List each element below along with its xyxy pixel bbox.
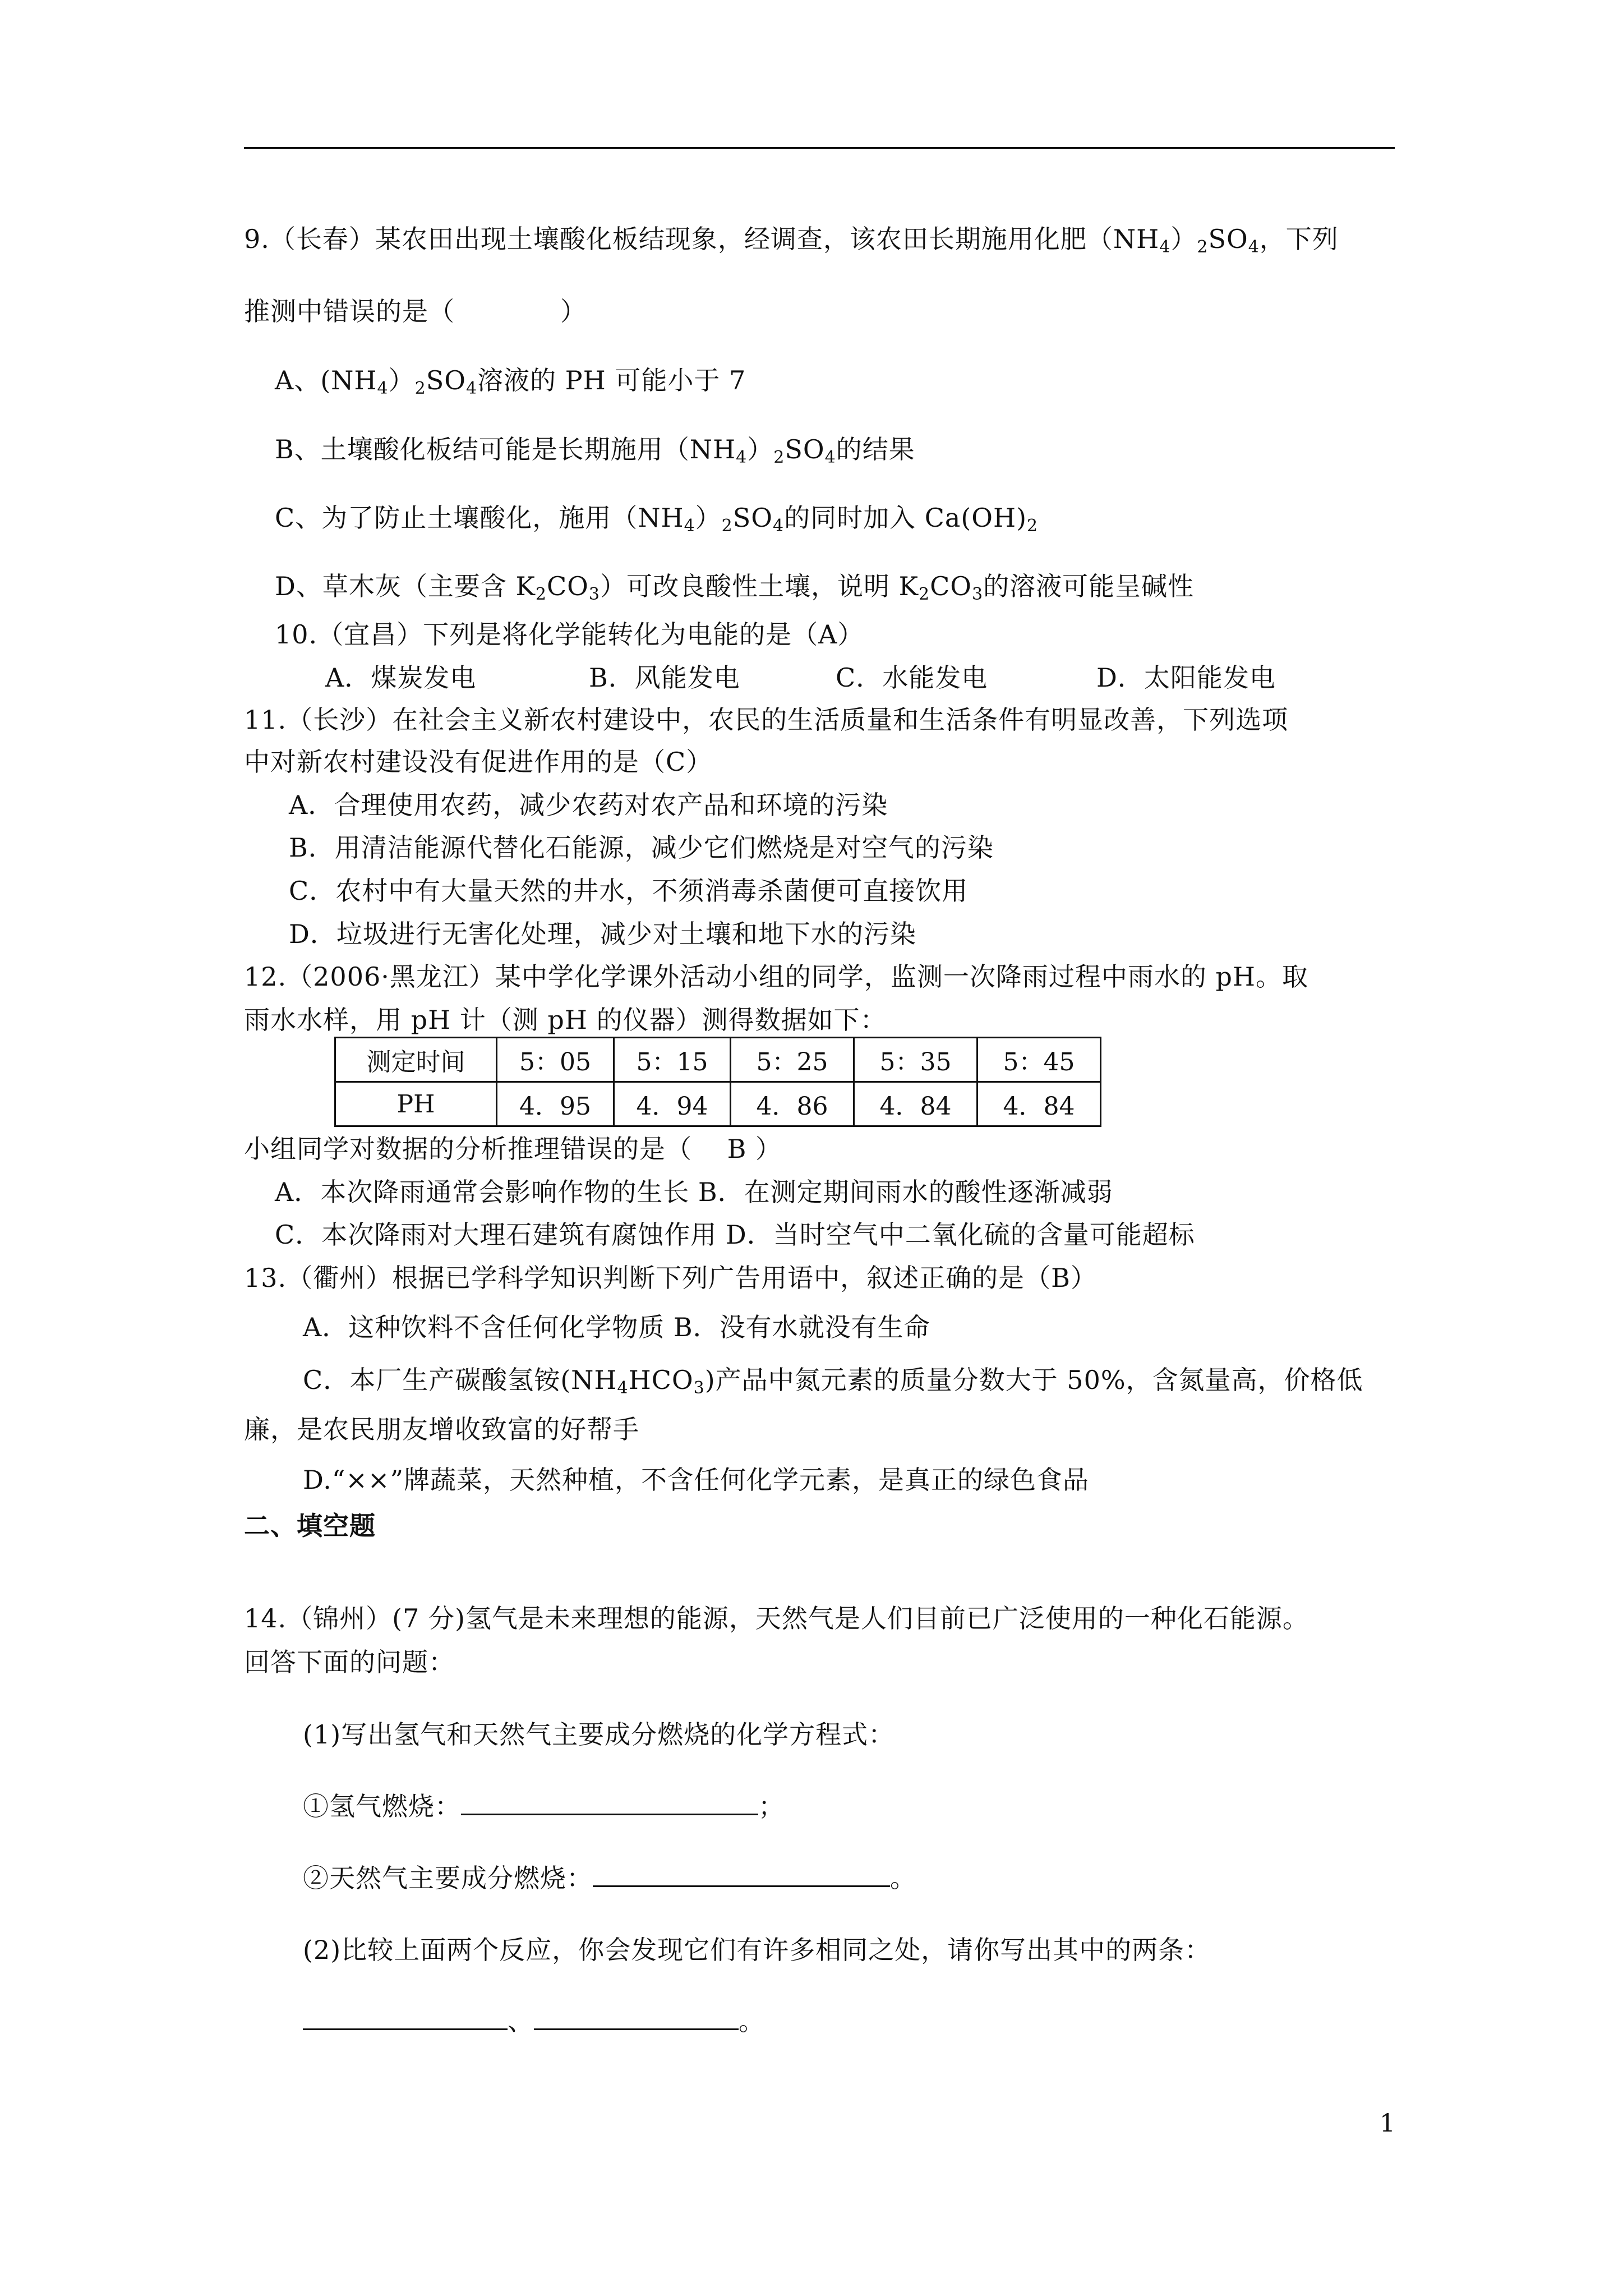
q10-option-d: D．太阳能发电 [1096,662,1276,693]
q14-line2: 回答下面的问题： [244,1647,455,1677]
q9-option-c: C、为了防止土壤酸化，施用$(NH_4)_2SO_4$的同时加入 $Ca(OH)_2$ [275,503,1039,536]
table-cell: 5：35 [854,1038,978,1082]
answer-blank[interactable] [461,1791,758,1815]
q14-similarities: 、 。 [303,2005,765,2037]
q9-option-a: A、$(NH_4)_2SO_4$溶液的 PH 可能小于 7 [275,365,746,398]
q14-ch4-equation: ②天然气主要成分燃烧： 。 [303,1863,916,1893]
table-cell: 5：25 [731,1038,854,1082]
q11-option-c: C．农村中有大量天然的井水，不须消毒杀菌便可直接饮用 [289,876,969,906]
table-cell: 测定时间 [335,1038,497,1082]
answer-blank[interactable] [593,1863,890,1887]
table-cell: 4．94 [614,1082,731,1126]
q11-option-b: B．用清洁能源代替化石能源，减少它们燃烧是对空气的污染 [289,832,994,863]
q12-line1: 12.（2006·黑龙江）某中学化学课外活动小组的同学，监测一次降雨过程中雨水的 pH。取 [244,961,1309,992]
q9-option-b: B、土壤酸化板结可能是长期施用$(NH_4)_2SO_4$的结果 [275,434,915,467]
ph-data-table [334,1037,1101,1127]
header-rule [244,147,1395,149]
q10-option-a: A．煤炭发电 [325,662,477,693]
q12-line3: 小组同学对数据的分析推理错误的是（ B ） [244,1134,782,1164]
table-cell: 4．84 [978,1082,1101,1126]
table-cell: 5：15 [614,1038,731,1082]
table-cell: 4．84 [854,1082,978,1126]
q10-option-b: B．风能发电 [589,662,740,693]
q12-line2: 雨水水样，用 pH 计（测 pH 的仪器）测得数据如下： [244,1005,887,1035]
q12-options-ab: A．本次降雨通常会影响作物的生长 B．在测定期间雨水的酸性逐渐减弱 [275,1177,1113,1207]
q10-option-c: C．水能发电 [836,662,988,693]
q13-options-ab: A．这种饮料不含任何化学物质 B．没有水就没有生命 [303,1312,930,1342]
q13-option-c-line1: C．本厂生产碳酸氢铵$(NH_4HCO_3)$产品中氮元素的质量分数大于 50%，含氮量高，价格低 [303,1365,1363,1398]
table-cell: 4．95 [497,1082,614,1126]
answer-blank[interactable] [303,2006,508,2030]
q13-option-c-line2: 廉，是农民朋友增收致富的好帮手 [244,1414,639,1444]
q11-option-d: D．垃圾进行无害化处理，减少对土壤和地下水的污染 [289,919,916,949]
q13-option-d: D.“××”牌蔬菜，天然种植，不含任何化学元素，是真正的绿色食品 [303,1465,1089,1495]
table-cell: 4．86 [731,1082,854,1126]
table-cell: PH [335,1082,497,1126]
q14-part1: (1)写出氢气和天然气主要成分燃烧的化学方程式： [303,1719,895,1750]
q14-line1: 14.（锦州）(7 分)氢气是未来理想的能源，天然气是人们目前已广泛使用的一种化石能源。 [244,1603,1309,1634]
q14-h2-equation: ①氢气燃烧： ； [303,1791,785,1821]
page-number: 1 [1380,2109,1395,2138]
q9-line2: 推测中错误的是（ ） [244,296,587,326]
table-row [335,1038,1101,1082]
section-heading: 二、填空题 [244,1511,376,1541]
q14-part2: (2)比较上面两个反应，你会发现它们有许多相同之处，请你写出其中的两条： [303,1935,1211,1965]
answer-blank[interactable] [534,2006,739,2030]
table-cell: 5：05 [497,1038,614,1082]
table-cell: 5：45 [978,1038,1101,1082]
q9-line1: 9.（长春）某农田出现土壤酸化板结现象，经调查，该农田长期施用化肥$(NH_4)_2SO_4$，下列 [244,224,1339,257]
q11-line2: 中对新农村建设没有促进作用的是（C） [244,747,713,777]
q11-line1: 11.（长沙）在社会主义新农村建设中，农民的生活质量和生活条件有明显改善，下列选项 [244,705,1289,735]
q12-options-cd: C．本次降雨对大理石建筑有腐蚀作用 D．当时空气中二氧化硫的含量可能超标 [275,1220,1195,1250]
q10-line1: 10.（宜昌）下列是将化学能转化为电能的是（A） [275,619,864,650]
q13-line1: 13.（衢州）根据已学科学知识判断下列广告用语中，叙述正确的是（B） [244,1263,1097,1293]
q11-option-a: A．合理使用农药，减少农药对农产品和环境的污染 [289,790,888,820]
table-row [335,1082,1101,1126]
q9-option-d: D、草木灰（主要含 $K_2CO_3$）可改良酸性土壤，说明 $K_2CO_3$的溶液可能呈碱性 [275,571,1195,604]
